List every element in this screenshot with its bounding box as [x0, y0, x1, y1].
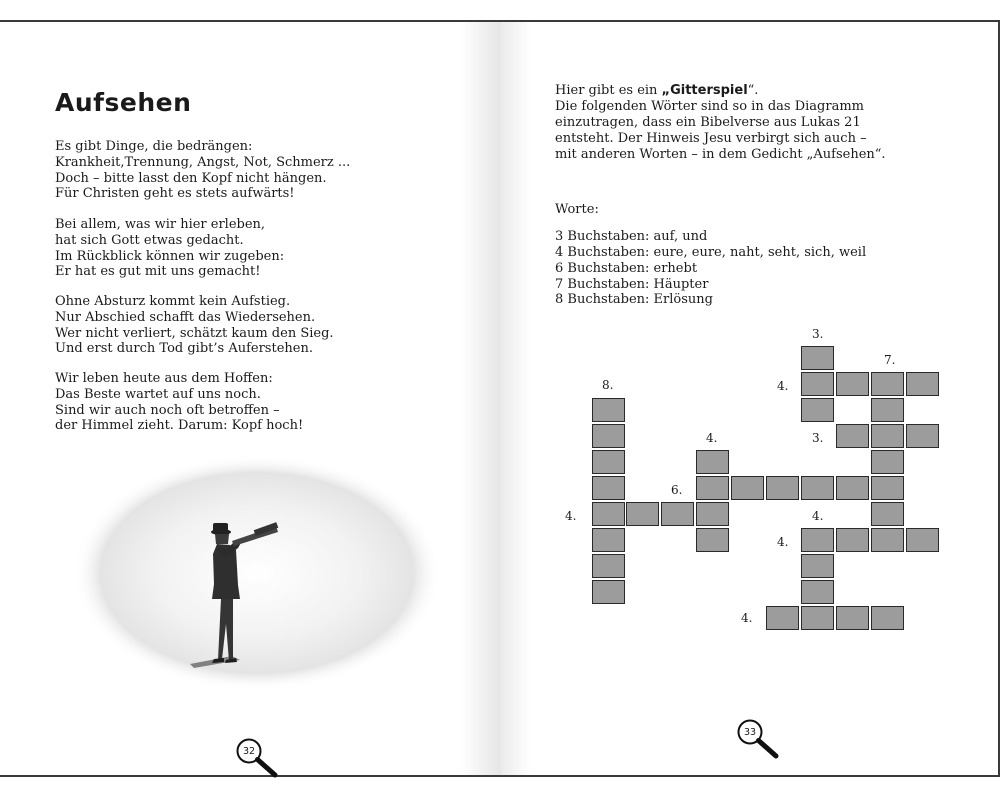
poem-line: der Himmel zieht. Darum: Kopf hoch!: [55, 418, 304, 434]
crossword-cell[interactable]: [906, 424, 939, 448]
crossword-cell[interactable]: [871, 450, 904, 474]
poem-stanza-1: [55, 139, 350, 202]
poem-line: Es gibt Dinge, die bedrängen:: [55, 139, 253, 154]
poem-line: Doch – bitte lasst den Kopf nicht hängen.: [55, 170, 327, 186]
words-heading: Worte:: [555, 202, 599, 217]
clue-number: 4.: [565, 509, 577, 523]
poem-line: Für Christen geht es stets aufwärts!: [55, 186, 295, 202]
crossword-cell[interactable]: [801, 476, 834, 500]
clue-number: 4.: [777, 379, 789, 393]
crossword-cell[interactable]: [836, 528, 869, 552]
poem-line: Bei allem, was wir hier erleben,: [55, 217, 266, 232]
crossword-cell[interactable]: [696, 450, 729, 474]
poem-line: Wir leben heute aus dem Hoffen:: [55, 371, 273, 386]
crossword-cell[interactable]: [871, 424, 904, 448]
poem-line: Das Beste wartet auf uns noch.: [55, 386, 261, 402]
word-list-line: 4 Buchstaben: eure, eure, naht, seht, sich, weil: [555, 245, 867, 260]
crossword-cell[interactable]: [592, 554, 625, 578]
crossword-cell[interactable]: [626, 502, 659, 526]
crossword-cell[interactable]: [871, 606, 904, 630]
crossword-cell[interactable]: [696, 502, 729, 526]
poem-line: Ohne Absturz kommt kein Aufstieg.: [55, 294, 291, 309]
clue-number: 4.: [812, 509, 824, 523]
crossword-cell[interactable]: [661, 502, 694, 526]
crossword-cell[interactable]: [801, 554, 834, 578]
crossword-cell[interactable]: [836, 606, 869, 630]
crossword-cell[interactable]: [871, 502, 904, 526]
left-page: [0, 20, 501, 777]
page-gutter-shadow: [461, 22, 501, 775]
clue-number: 4.: [706, 431, 718, 445]
crossword-cell[interactable]: [801, 346, 834, 370]
poem-line: hat sich Gott etwas gedacht.: [55, 232, 244, 248]
intro-suffix: “.: [747, 83, 759, 98]
word-list-line: 7 Buchstaben: Häupter: [555, 277, 709, 292]
crossword-cell[interactable]: [801, 606, 834, 630]
crossword-cell[interactable]: [836, 372, 869, 396]
crossword-cell[interactable]: [592, 398, 625, 422]
page-number: 32: [242, 746, 256, 757]
crossword-cell[interactable]: [906, 528, 939, 552]
poem-line: Sind wir auch noch oft betroffen –: [55, 402, 280, 418]
clue-number: 4.: [741, 611, 753, 625]
crossword-cell[interactable]: [871, 528, 904, 552]
crossword-cell[interactable]: [766, 606, 799, 630]
clue-number: 3.: [812, 431, 824, 445]
crossword-cell[interactable]: [696, 528, 729, 552]
word-list-line: 6 Buchstaben: erhebt: [555, 261, 698, 276]
crossword-cell[interactable]: [801, 372, 834, 396]
clue-number: 7.: [884, 353, 896, 367]
clue-number: 3.: [812, 327, 824, 341]
crossword-cell[interactable]: [592, 580, 625, 604]
intro-prefix: Hier gibt es ein: [555, 83, 662, 98]
poem-stanza-4: [55, 371, 303, 434]
crossword-cell[interactable]: [836, 424, 869, 448]
intro-line: mit anderen Worten – in dem Gedicht „Aufsehen“.: [555, 147, 886, 162]
intro-heading-line: [555, 83, 758, 99]
crossword-cell[interactable]: [766, 476, 799, 500]
puzzle-name: „Gitterspiel: [661, 83, 748, 98]
crossword-cell[interactable]: [696, 476, 729, 500]
crossword-cell[interactable]: [801, 398, 834, 422]
magnifier-icon: [737, 719, 781, 759]
poem-stanza-2: [55, 217, 284, 280]
man-with-telescope-illustration: [72, 454, 442, 692]
word-list-line: 3 Buchstaben: auf, und: [555, 229, 708, 244]
poem-line: Und erst durch Tod gibt’s Auferstehen.: [55, 341, 313, 357]
crossword-cell[interactable]: [871, 372, 904, 396]
clue-number: 6.: [671, 483, 683, 497]
page-number-badge: [737, 719, 781, 759]
page-number-badge: [236, 738, 280, 778]
crossword-cell[interactable]: [592, 528, 625, 552]
poem-line: Nur Abschied schafft das Wiedersehen.: [55, 309, 316, 325]
magnifier-icon: [236, 738, 280, 778]
poem-line: Er hat es gut mit uns gemacht!: [55, 264, 261, 280]
right-page: [501, 20, 1000, 777]
intro-line: Die folgenden Wörter sind so in das Diagramm: [555, 99, 864, 114]
crossword-cell[interactable]: [906, 372, 939, 396]
crossword-cell[interactable]: [592, 424, 625, 448]
crossword-cell[interactable]: [801, 580, 834, 604]
poem-stanza-3: [55, 294, 334, 357]
poem-title: Aufsehen: [55, 88, 192, 117]
word-list-line: 8 Buchstaben: Erlösung: [555, 292, 713, 307]
clue-number: 8.: [602, 378, 614, 392]
poem-line: Krankheit,Trennung, Angst, Not, Schmerz ...: [55, 154, 351, 170]
crossword-cell[interactable]: [592, 476, 625, 500]
crossword-cell[interactable]: [836, 476, 869, 500]
poem-line: Im Rückblick können wir zugeben:: [55, 248, 285, 264]
intro-line: entsteht. Der Hinweis Jesu verbirgt sich auch –: [555, 131, 867, 146]
intro-line: einzutragen, dass ein Bibelverse aus Lukas 21: [555, 115, 861, 130]
crossword-cell[interactable]: [871, 398, 904, 422]
crossword-cell[interactable]: [801, 528, 834, 552]
poem-line: Wer nicht verliert, schätzt kaum den Sieg.: [55, 325, 334, 341]
crossword-cell[interactable]: [592, 502, 625, 526]
crossword-cell[interactable]: [731, 476, 764, 500]
crossword-cell[interactable]: [592, 450, 625, 474]
clue-number: 4.: [777, 535, 789, 549]
page-number: 33: [743, 727, 757, 738]
page-gutter-shadow: [501, 22, 531, 775]
crossword-cell[interactable]: [871, 476, 904, 500]
